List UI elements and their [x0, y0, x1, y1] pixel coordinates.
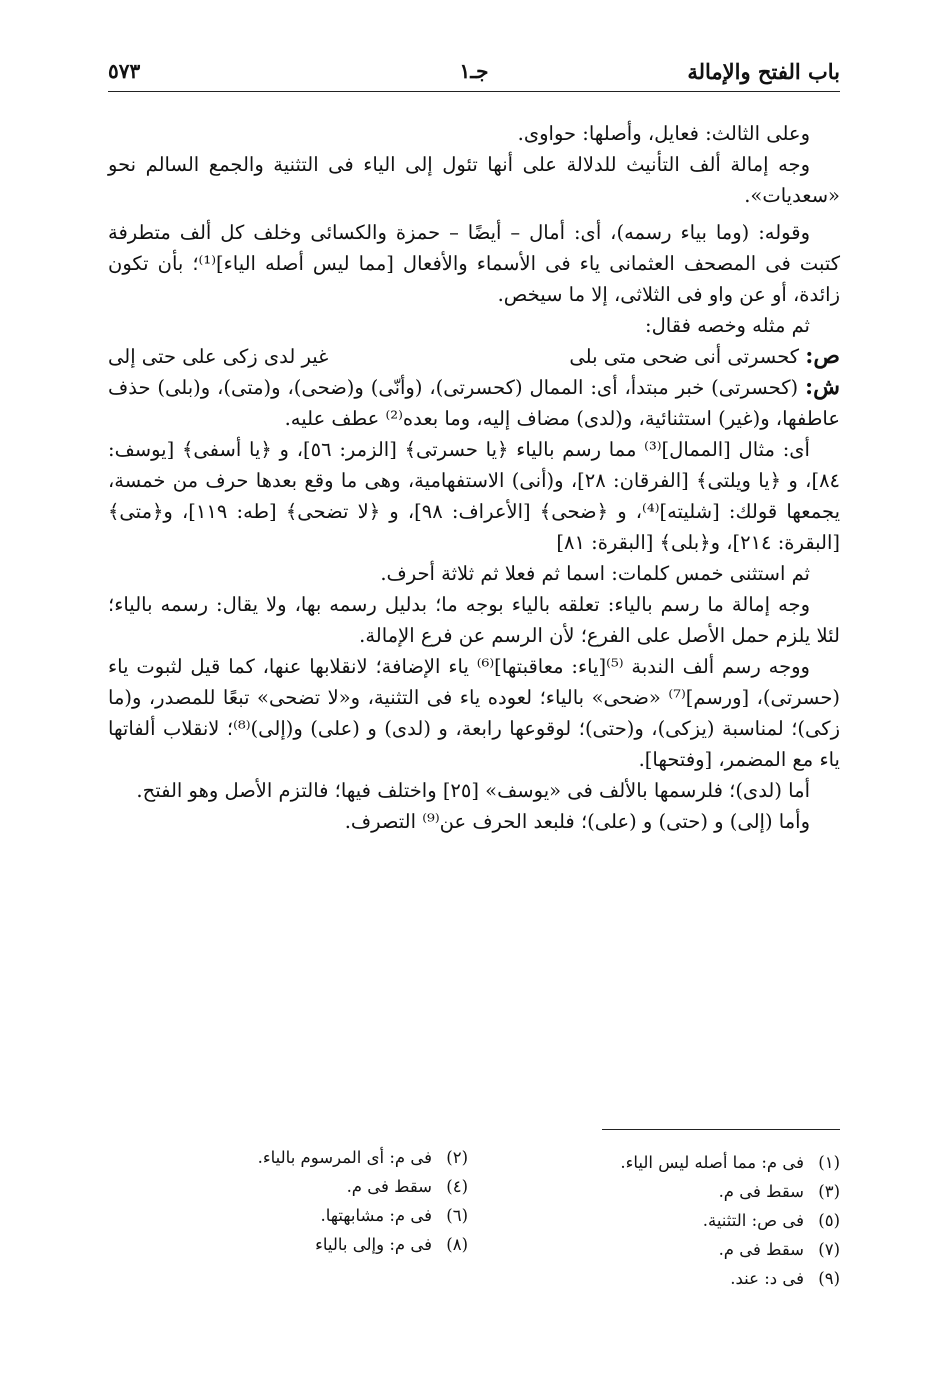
running-header — [108, 55, 840, 92]
footnote: (٥)فى ص: التثنية. — [702, 1211, 840, 1230]
paragraph-1: وعلى الثالث: فعايل، وأصلها: حواوى. — [517, 122, 810, 145]
verse-marker: ص: — [805, 343, 840, 369]
sharh-text: (كحسرتى) خبر مبتدأ، أى: الممال (كحسرتى)، (وأنّى) و(ضحى)، و(متى)، و(بلى) حذف عاطفها، و(غير) استثنائية، و(لدى) مضاف إليه، وما بعده⁽²⁾ عطف عليه. — [108, 376, 840, 430]
footnote: (٧)سقط فى م. — [718, 1240, 840, 1259]
footnotes-left-column — [258, 1143, 468, 1259]
main-text — [108, 118, 840, 837]
paragraph-5: أى: مثال [الممال]⁽³⁾ مما رسم بالياء ﴿يا حسرتى﴾ [الزمر: ٥٦]، و ﴿يا أسفى﴾ [يوسف: ٨٤]، و ﴿يا ويلتى﴾ [الفرقان: ٢٨]، و(أنى) الاستفهامية، وهى ما وقع بعدها حرف من خمسة، يجمعها قولك: [شليته]⁽⁴⁾، و ﴿ضحى﴾ [الأعراف: ٩٨]، و ﴿لا تضحى﴾ [طه: ١١٩]، و﴿متى﴾ [البقرة: ٢١٤]، و﴿بلى﴾ [البقرة: ٨١] — [108, 438, 841, 554]
volume-label: جـ١ — [459, 59, 489, 83]
footnote: (٦)فى م: مشابهتها. — [320, 1206, 468, 1225]
footnote: (٩)فى د: عند. — [730, 1269, 840, 1288]
paragraph-6: ثم استثنى خمس كلمات: اسما ثم فعلا ثم ثلاثة أحرف. — [380, 562, 810, 585]
paragraph-8: ووجه رسم ألف الندبة ⁽⁵⁾[ياء: معاقبتها]⁽⁶⁾ ياء الإضافة؛ لانقلابها عنها، كما قيل لثبوت ياء (حسرتى)، [ورسم]⁽⁷⁾ «ضحى» بالياء؛ لعوده ياء فى التثنية، و«لا تضحى» تبعًا للمصدر، و(ما زكى)؛ لمناسبة (يزكى)، و(حتى)؛ لوقوعها رابعة، و (لدى) و (على) و(إلى)⁽⁸⁾؛ لانقلاب ألفاتها ياء مع المضمر، [وفتحها]. — [108, 655, 840, 771]
paragraph-4: ثم مثله وخصه فقال: — [645, 314, 810, 337]
footnote: (٨)فى م: وإلى بالياء — [315, 1235, 468, 1254]
page-number: ٥٧٣ — [108, 59, 141, 83]
verse-second-hemistich: غير لدى زكى على حتى إلى — [108, 345, 329, 368]
footnote: (٢)فى م: أى المرسوم بالياء. — [257, 1148, 468, 1167]
verse-first-hemistich: كحسرتى أنى ضحى متى بلى — [569, 345, 800, 368]
paragraph-3: وقوله: (وما بياء رسمه)، أى: أمال – أيضًا – حمزة والكسائى وخلف كل ألف متطرفة كتبت فى المصحف العثمانى ياء فى الأسماء والأفعال [مما ليس أصله الياء]⁽¹⁾؛ بأن تكون زائدة، أو عن واو فى الثلاثى، إلا ما سيخص. — [108, 221, 841, 306]
paragraph-2: وجه إمالة ألف التأنيث للدلالة على أنها تئول إلى الياء فى التثنية والجمع السالم نحو «سعديات». — [108, 153, 840, 207]
footnote: (٤)سقط فى م. — [346, 1177, 468, 1196]
paragraph-9: أما (لدى)؛ فلرسمها بالألف فى «يوسف» [٢٥] واختلف فيها؛ فالتزم الأصل وهو الفتح. — [136, 779, 810, 802]
footnote-divider — [602, 1129, 840, 1130]
verse-line — [108, 341, 840, 372]
sharh-marker: ش: — [805, 374, 840, 400]
footnote: (١)فى م: مما أصله ليس الياء. — [620, 1153, 840, 1172]
paragraph-7: وجه إمالة ما رسم بالياء: تعلقه بالياء بوجه ما؛ بدليل رسمه بها، ولا يقال: رسمه بالياء؛ لئلا يلزم حمل الأصل على الفرع؛ لأن الرسم عن فرع الإمالة. — [108, 593, 840, 647]
footnotes-right-column — [620, 1148, 840, 1293]
paragraph-10: وأما (إلى) و (حتى) و (على)؛ فلبعد الحرف عن⁽⁹⁾ التصرف. — [344, 810, 810, 833]
footnote: (٣)سقط فى م. — [718, 1182, 840, 1201]
sharh-paragraph — [108, 372, 840, 434]
chapter-title: باب الفتح والإمالة — [687, 59, 840, 84]
